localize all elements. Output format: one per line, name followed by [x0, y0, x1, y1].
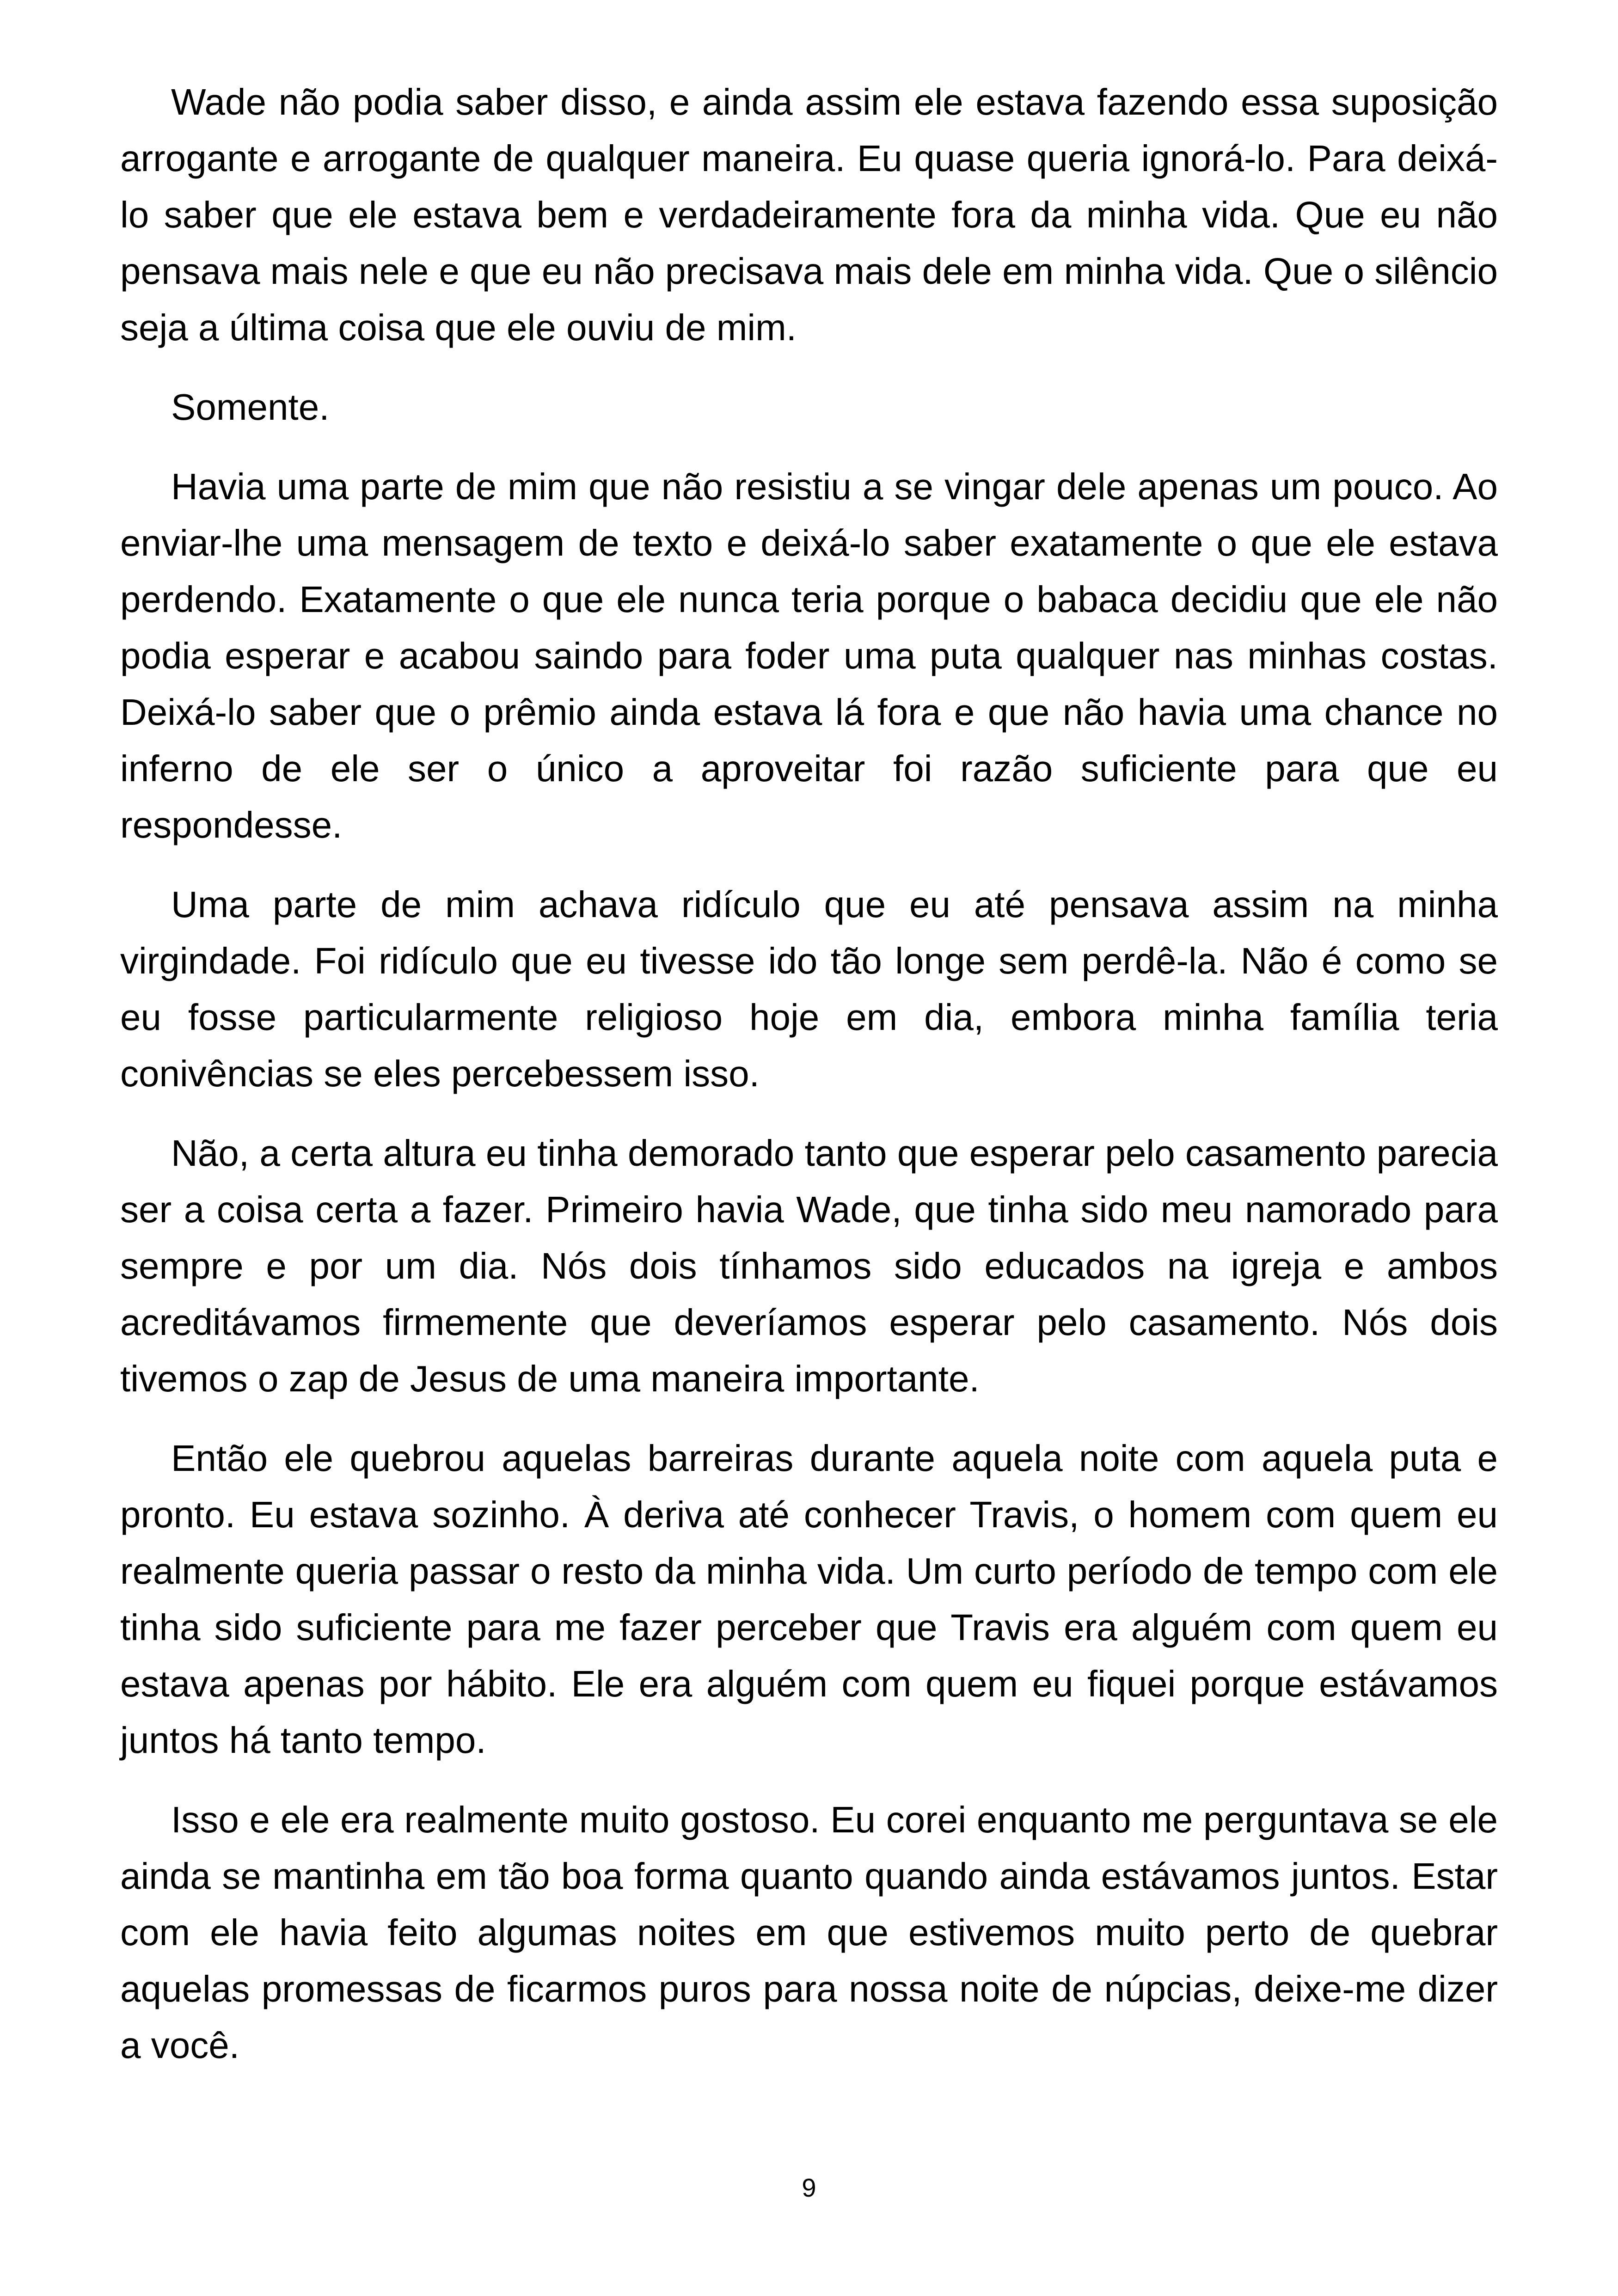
paragraph-2: Somente. [171, 386, 330, 428]
paragraph-1: Wade não podia saber disso, e ainda assim ele estava fazendo essa suposição arrogante e arrogante de qualquer maneira. Eu quase queria ignorá-lo. Para deixá-lo saber que ele estava bem e verdadeiramente fora da minha vida. Que eu não pensava mais nele e que eu não precisava mais dele em minha vida. Que o silêncio seja a última coisa que ele ouviu de mim. [120, 81, 1498, 348]
paragraph-7: Isso e ele era realmente muito gostoso. Eu corei enquanto me perguntava se ele ainda se mantinha em tão boa forma quanto quando ainda estávamos juntos. Estar com ele havia feito algumas noites em que estivemos muito perto de quebrar aquelas promessas de ficarmos puros para nossa noite de núpcias, deixe-me dizer a você. [120, 1799, 1498, 2066]
paragraph-4: Uma parte de mim achava ridículo que eu até pensava assim na minha virgindade. Foi ridículo que eu tivesse ido tão longe sem perdê-la. Não é como se eu fosse particularmente religioso hoje em dia, embora minha família teria conivências se eles percebessem isso. [120, 884, 1498, 1094]
page-body [120, 74, 1498, 2097]
page-number: 9 [802, 2173, 816, 2202]
paragraph-3: Havia uma parte de mim que não resistiu a se vingar dele apenas um pouco. Ao enviar-lhe uma mensagem de texto e deixá-lo saber exatamente o que ele estava perdendo. Exatamente o que ele nunca teria porque o babaca decidiu que ele não podia esperar e acabou saindo para foder uma puta qualquer nas minhas costas. Deixá-lo saber que o prêmio ainda estava lá fora e que não havia uma chance no inferno de ele ser o único a aproveitar foi razão suficiente para que eu respondesse. [120, 466, 1498, 845]
paragraph-5: Não, a certa altura eu tinha demorado tanto que esperar pelo casamento parecia ser a coisa certa a fazer. Primeiro havia Wade, que tinha sido meu namorado para sempre e por um dia. Nós dois tínhamos sido educados na igreja e ambos acreditávamos firmemente que deveríamos esperar pelo casamento. Nós dois tivemos o zap de Jesus de uma maneira importante. [120, 1133, 1498, 1399]
paragraph-6: Então ele quebrou aquelas barreiras durante aquela noite com aquela puta e pronto. Eu estava sozinho. À deriva até conhecer Travis, o homem com quem eu realmente queria passar o resto da minha vida. Um curto período de tempo com ele tinha sido suficiente para me fazer perceber que Travis era alguém com quem eu estava apenas por hábito. Ele era alguém com quem eu fiquei porque estávamos juntos há tanto tempo. [120, 1438, 1498, 1761]
